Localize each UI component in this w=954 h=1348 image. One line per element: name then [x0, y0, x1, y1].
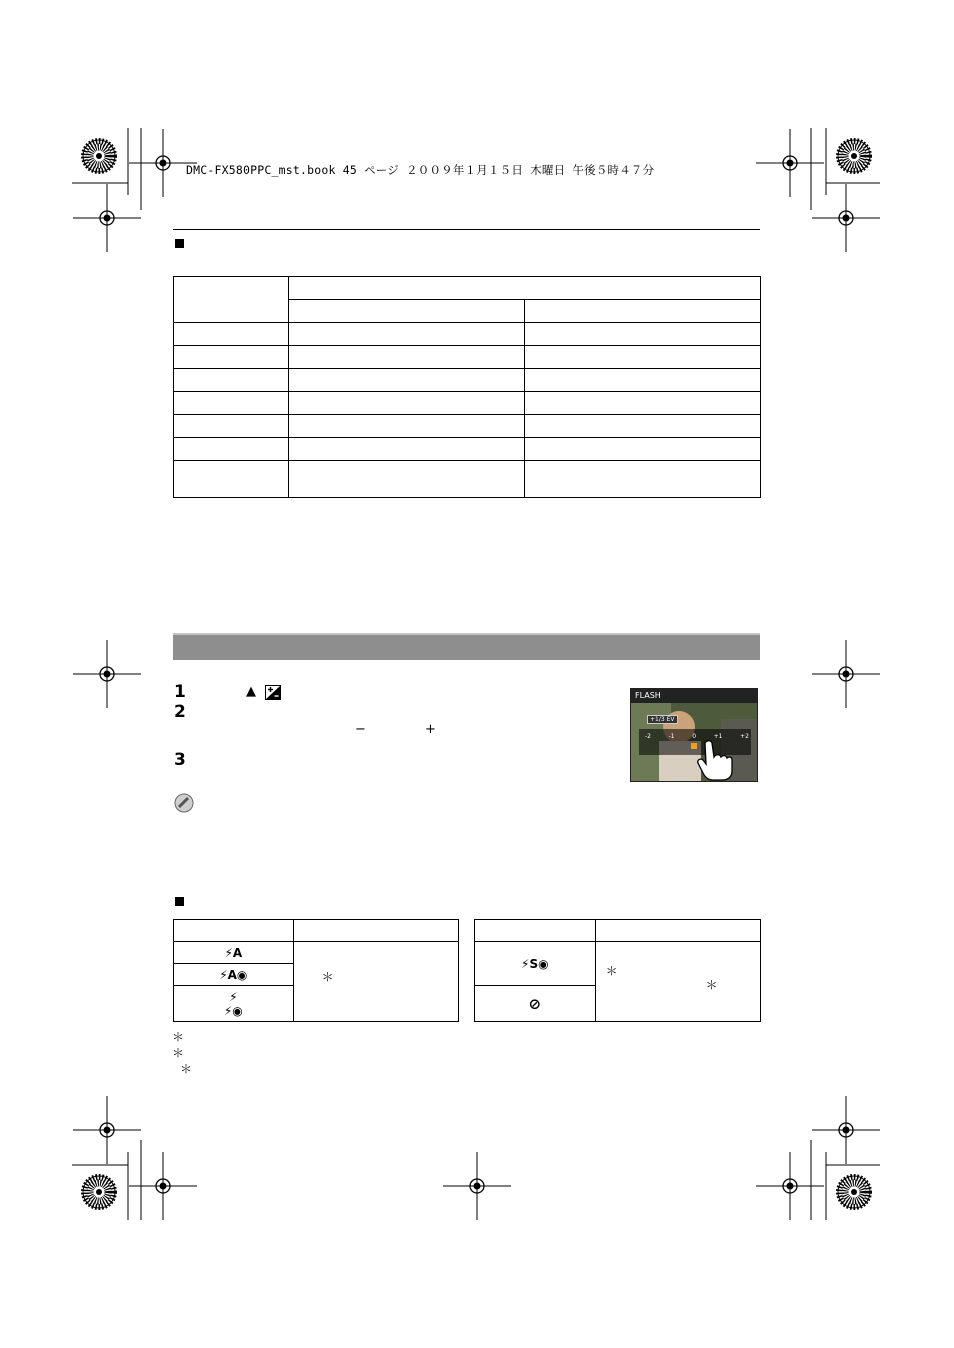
- forced-flash-on-icon: ⚡: [229, 989, 238, 1004]
- table-row: [174, 461, 761, 498]
- table-header-cell: [595, 920, 760, 942]
- exposure-compensation-icon: [265, 685, 281, 700]
- table-row: [174, 438, 761, 461]
- forced-flash-icon: [174, 986, 294, 1022]
- header-rule: [173, 229, 760, 230]
- scale-label: -1: [668, 733, 675, 740]
- note-pencil-icon: [174, 793, 194, 813]
- table-header-cell: [174, 920, 294, 942]
- table-row: [174, 392, 761, 415]
- footnote-star: ＊: [180, 1062, 193, 1076]
- scale-label: +1: [713, 733, 723, 740]
- section-heading-bar: [173, 633, 760, 660]
- forced-flash-red-eye-icon: ⚡◉: [223, 1003, 243, 1018]
- flash-menu-title: FLASH: [635, 691, 661, 700]
- step-3-number: 3: [174, 750, 186, 770]
- table-row: [174, 323, 761, 346]
- table-row: [174, 369, 761, 392]
- scale-label: +2: [740, 733, 749, 740]
- step-2-number: 2: [174, 702, 186, 722]
- table-cell: [595, 942, 760, 1022]
- scale-label: 0: [692, 733, 697, 740]
- minus-glyph: −: [355, 722, 366, 737]
- slow-sync-red-eye-icon: ⚡S◉: [475, 942, 596, 986]
- section-bullet: [175, 239, 184, 248]
- table-header-cell: [289, 300, 525, 323]
- table-header-cell: [174, 277, 289, 323]
- flash-range-table: [173, 276, 761, 498]
- table-row: [174, 346, 761, 369]
- table-row: [174, 415, 761, 438]
- table-cell: [293, 942, 458, 1022]
- section-bullet: [175, 897, 184, 906]
- camera-screen-illustration: [630, 688, 758, 782]
- table-header-cell: [525, 300, 761, 323]
- auto-red-eye-flash-icon: ⚡A◉: [174, 964, 294, 986]
- up-arrow-glyph: ▲: [246, 684, 256, 699]
- footnote-star: ＊: [705, 978, 718, 992]
- auto-flash-icon: ⚡A: [174, 942, 294, 964]
- flash-mode-table-right: [474, 919, 761, 1022]
- footnote-star: ＊: [605, 964, 618, 978]
- table-header-cell: [475, 920, 596, 942]
- flash-menu-bar: [631, 689, 758, 703]
- table-header-cell: [293, 920, 458, 942]
- book-stamp: DMC-FX580PPC_mst.book 45 ページ ２００９年１月１５日 木曜日 午後５時４７分: [186, 163, 655, 177]
- flash-off-icon: ⊘: [475, 986, 596, 1022]
- footnote-star: ＊: [172, 1046, 185, 1060]
- table-header-cell: [289, 277, 761, 300]
- plus-glyph: +: [425, 722, 436, 737]
- flash-mode-table-left: [173, 919, 459, 1022]
- ev-value-label: +1/3 EV: [647, 715, 678, 724]
- scale-label: -2: [645, 733, 651, 740]
- step-1-number: 1: [174, 682, 186, 702]
- footnote-star: ＊: [321, 970, 334, 984]
- hand-pointer-icon: [695, 739, 739, 781]
- footnote-star: ＊: [172, 1030, 185, 1044]
